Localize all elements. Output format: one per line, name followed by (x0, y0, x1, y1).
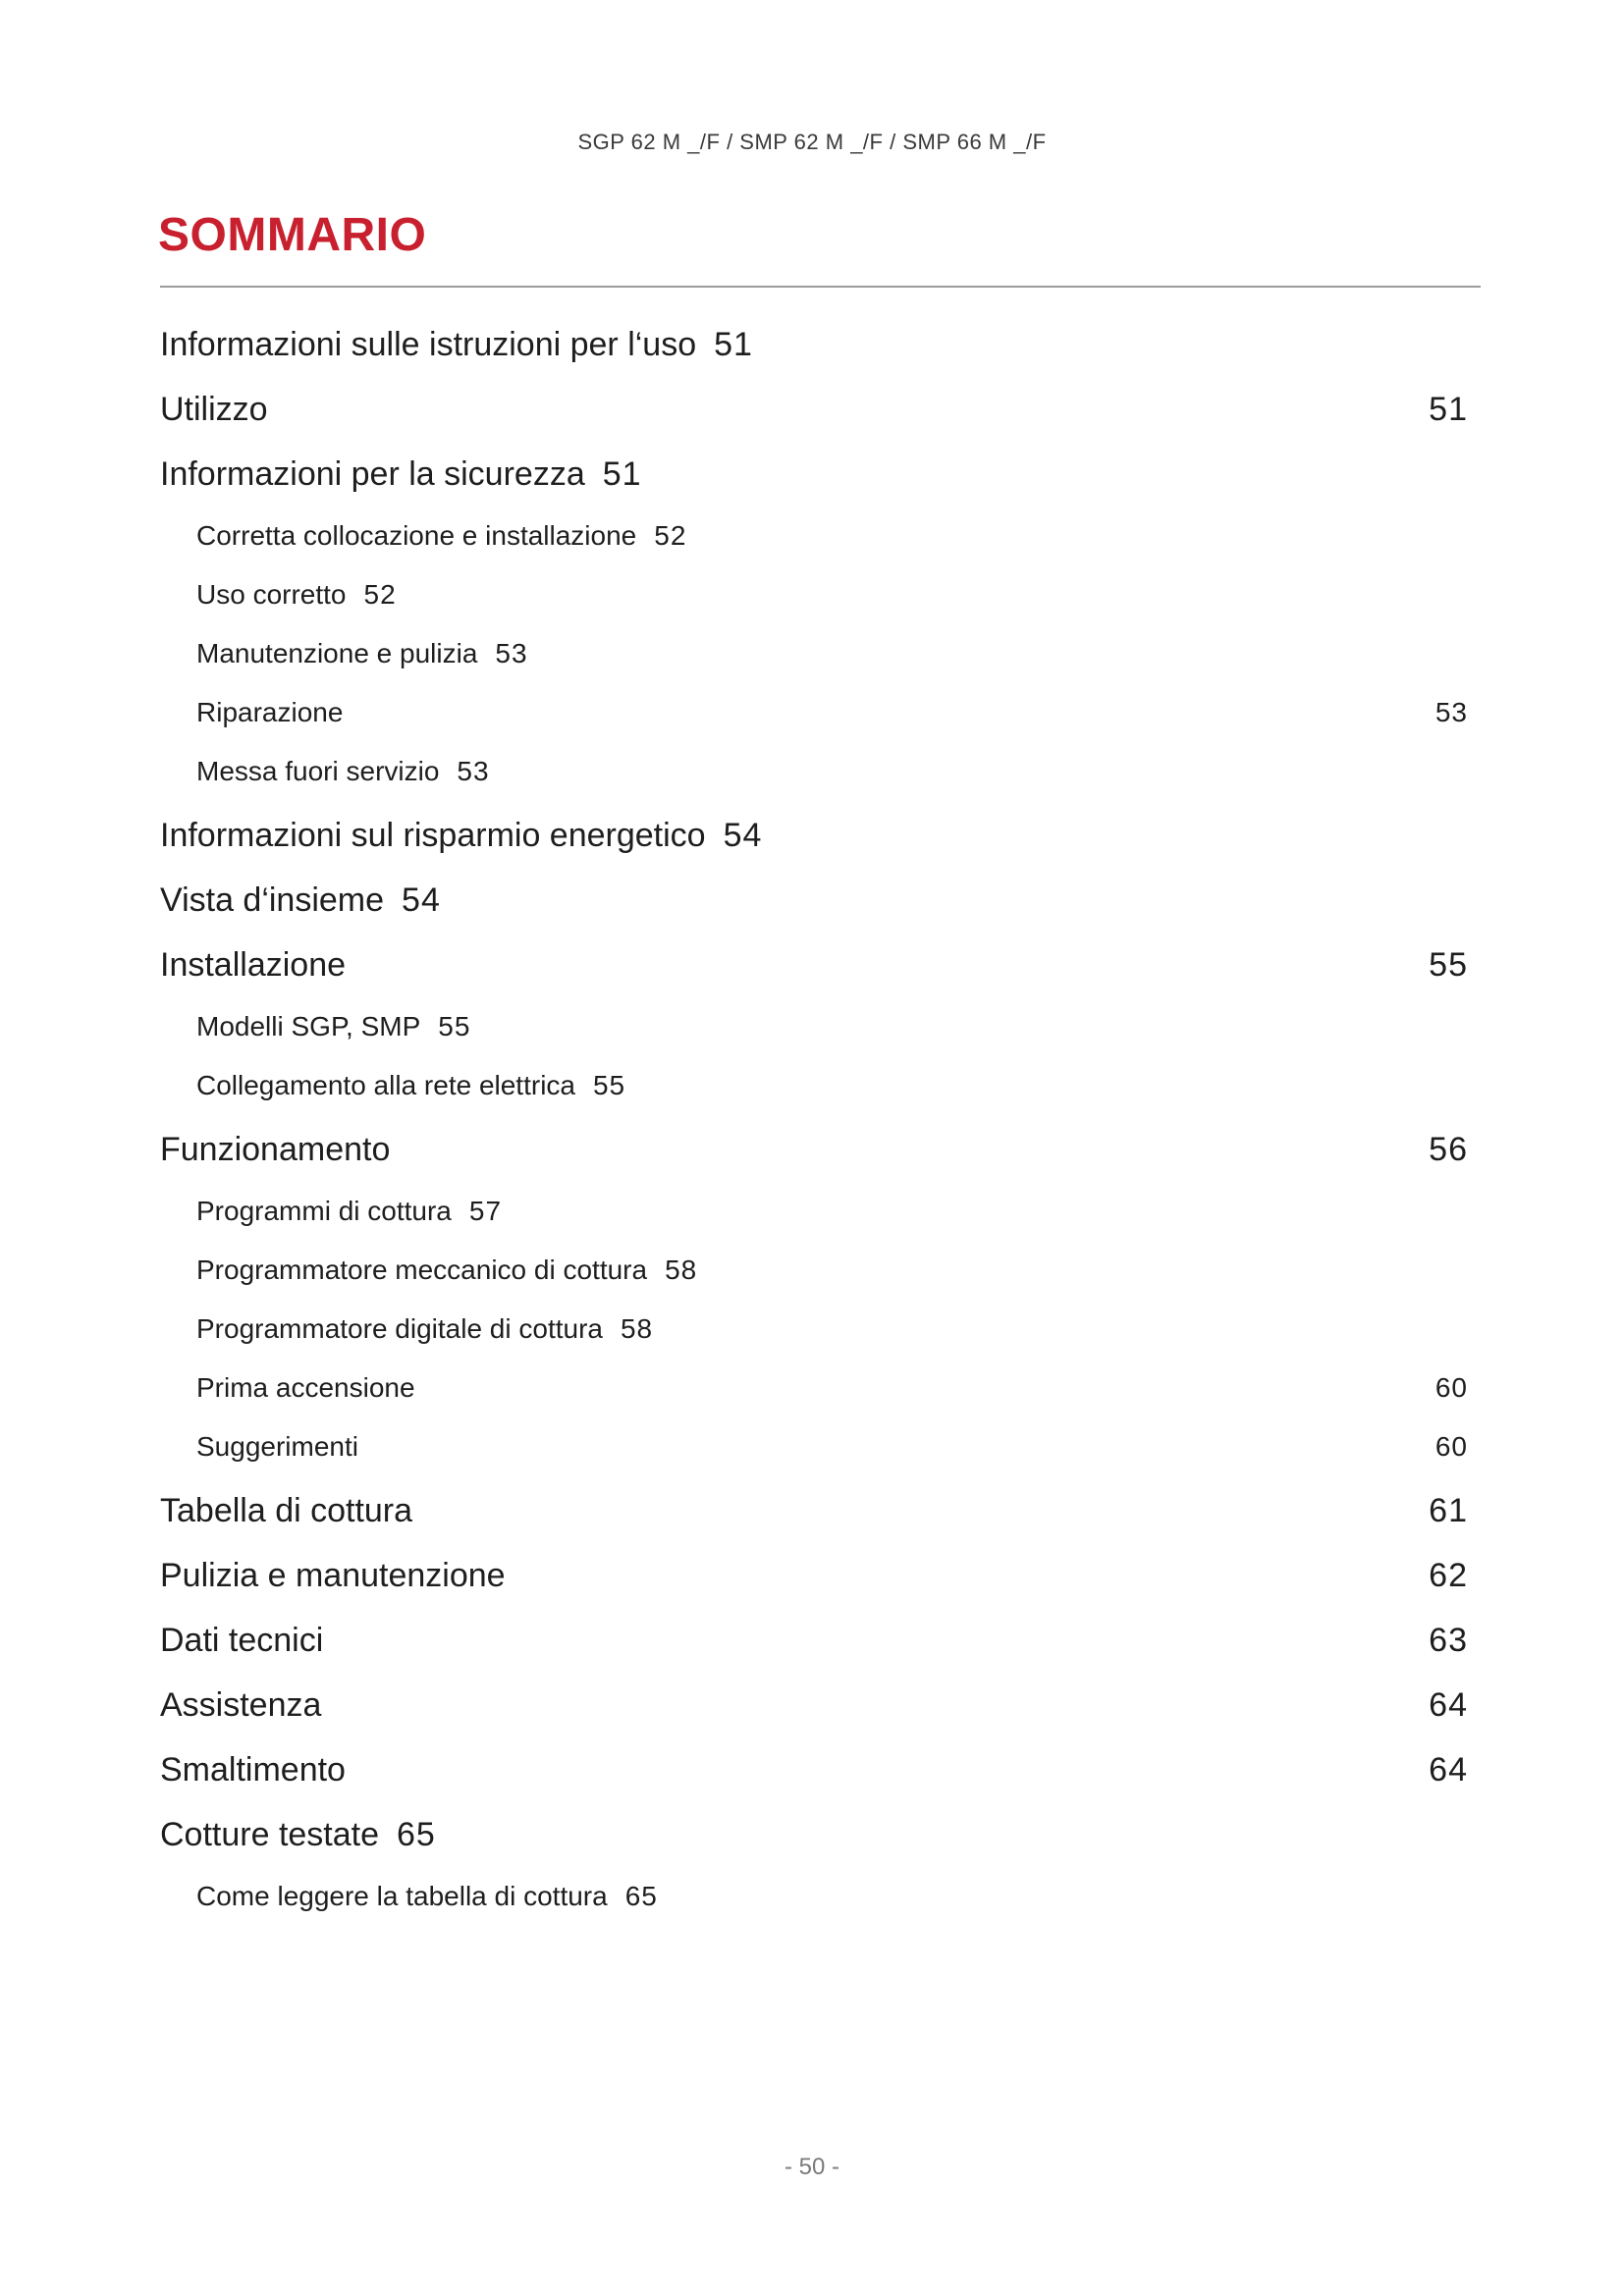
toc-entry-label: Come leggere la tabella di cottura (196, 1881, 608, 1911)
toc-subentry[interactable] (160, 742, 1468, 801)
toc-entry-label: Funzionamento (160, 1131, 391, 1168)
toc-subentry[interactable] (160, 507, 1468, 565)
toc-entry[interactable] (160, 1608, 1468, 1673)
toc-entry-page-number: 65 (624, 1881, 658, 1911)
toc-entry-page-number: 53 (457, 756, 490, 786)
toc-subentry[interactable] (160, 1867, 1468, 1926)
toc-entry-page-number: 51 (602, 454, 642, 493)
toc-entry[interactable] (160, 1673, 1468, 1737)
toc-subentry[interactable] (160, 565, 1468, 624)
toc-entry-label: Corretta collocazione e installazione (196, 520, 637, 551)
toc-entry-label: Tabella di cottura (160, 1492, 413, 1529)
toc-entry-page-number: 52 (363, 579, 397, 610)
toc-entry[interactable] (160, 1543, 1468, 1608)
toc-subentry[interactable] (160, 683, 1468, 742)
toc-entry-label: Assistenza (160, 1685, 322, 1724)
toc-entry-page-number: 55 (438, 1011, 471, 1041)
toc-entry-label: Pulizia e manutenzione (160, 1556, 506, 1594)
toc-entry-page-number: 60 (1435, 1431, 1468, 1462)
toc-entry-page-number: 61 (1429, 1492, 1468, 1529)
toc-entry-label: Programmi di cottura (196, 1196, 452, 1226)
toc-entry-page-number: 51 (714, 325, 753, 363)
toc-subentry[interactable] (160, 1417, 1468, 1476)
title-divider (160, 286, 1481, 288)
toc-entry-label: Informazioni per la sicurezza (160, 454, 585, 493)
toc-subentry[interactable] (160, 1300, 1468, 1359)
toc-entry[interactable] (160, 868, 1468, 933)
toc-entry-label: Riparazione (196, 697, 344, 727)
toc-entry-label: Manutenzione e pulizia (196, 638, 478, 668)
running-header-models: SGP 62 M _/F / SMP 62 M _/F / SMP 66 M _/F (577, 130, 1047, 154)
toc-entry-label: Cotture testate (160, 1815, 380, 1853)
toc-entry-page-number: 54 (723, 817, 763, 854)
toc-entry-label: Installazione (160, 945, 347, 984)
toc-entry[interactable] (160, 442, 1468, 507)
toc-entry[interactable] (160, 1479, 1468, 1543)
page-title: SOMMARIO (158, 209, 427, 261)
toc-entry[interactable] (160, 312, 1468, 377)
toc-entry-label: Informazioni sul risparmio energetico (160, 817, 706, 854)
toc-entry-page-number: 52 (654, 520, 687, 551)
toc-entry-label: Programmatore digitale di cottura (196, 1313, 603, 1344)
toc-entry-page-number: 62 (1429, 1556, 1468, 1594)
toc-entry-page-number: 58 (620, 1313, 654, 1344)
toc-entry-label: Modelli SGP, SMP (196, 1011, 421, 1041)
toc-entry-page-number: 64 (1429, 1685, 1468, 1724)
toc-entry-label: Messa fuori servizio (196, 756, 440, 786)
toc-entry[interactable] (160, 1118, 1468, 1182)
toc-subentry[interactable] (160, 997, 1468, 1056)
toc-entry-label: Programmatore meccanico di cottura (196, 1255, 648, 1285)
toc-entry-page-number: 57 (468, 1196, 503, 1226)
toc-entry-label: Collegamento alla rete elettrica (196, 1070, 575, 1100)
toc-entry-page-number: 55 (1429, 945, 1468, 984)
toc-entry-label: Informazioni sulle istruzioni per l‘uso (160, 325, 697, 363)
toc-subentry[interactable] (160, 1056, 1468, 1115)
toc-entry-page-number: 64 (1429, 1750, 1468, 1789)
toc-entry-page-number: 63 (1429, 1621, 1468, 1659)
toc-entry-label: Uso corretto (196, 579, 347, 610)
toc-subentry[interactable] (160, 1182, 1468, 1241)
toc-entry-page-number: 56 (1429, 1131, 1468, 1168)
toc-entry-page-number: 65 (397, 1815, 436, 1853)
toc-entry[interactable] (160, 933, 1468, 997)
toc-entry-label: Prima accensione (196, 1372, 415, 1403)
toc-entry-label: Utilizzo (160, 390, 268, 428)
toc-entry-label: Vista d‘insieme (160, 881, 385, 919)
toc-entry-page-number: 51 (1429, 390, 1468, 428)
toc-subentry[interactable] (160, 1241, 1468, 1300)
toc-entry-label: Dati tecnici (160, 1621, 324, 1659)
toc-entry[interactable] (160, 1802, 1468, 1867)
toc-entry-label: Smaltimento (160, 1750, 346, 1789)
toc-entry[interactable] (160, 1737, 1468, 1802)
page-number: - 50 - (784, 2154, 839, 2180)
toc-subentry[interactable] (160, 624, 1468, 683)
toc-entry[interactable] (160, 804, 1468, 868)
toc-entry-page-number: 58 (665, 1255, 698, 1285)
toc-entry-page-number: 60 (1435, 1372, 1468, 1403)
toc-entry-page-number: 53 (495, 638, 528, 668)
toc-subentry[interactable] (160, 1359, 1468, 1417)
toc-entry-page-number: 54 (402, 881, 441, 919)
toc-entry-page-number: 55 (592, 1070, 626, 1100)
toc-entry-page-number: 53 (1435, 697, 1468, 727)
toc-entry[interactable] (160, 377, 1468, 442)
toc-entry-label: Suggerimenti (196, 1431, 358, 1462)
table-of-contents (160, 312, 1468, 1926)
